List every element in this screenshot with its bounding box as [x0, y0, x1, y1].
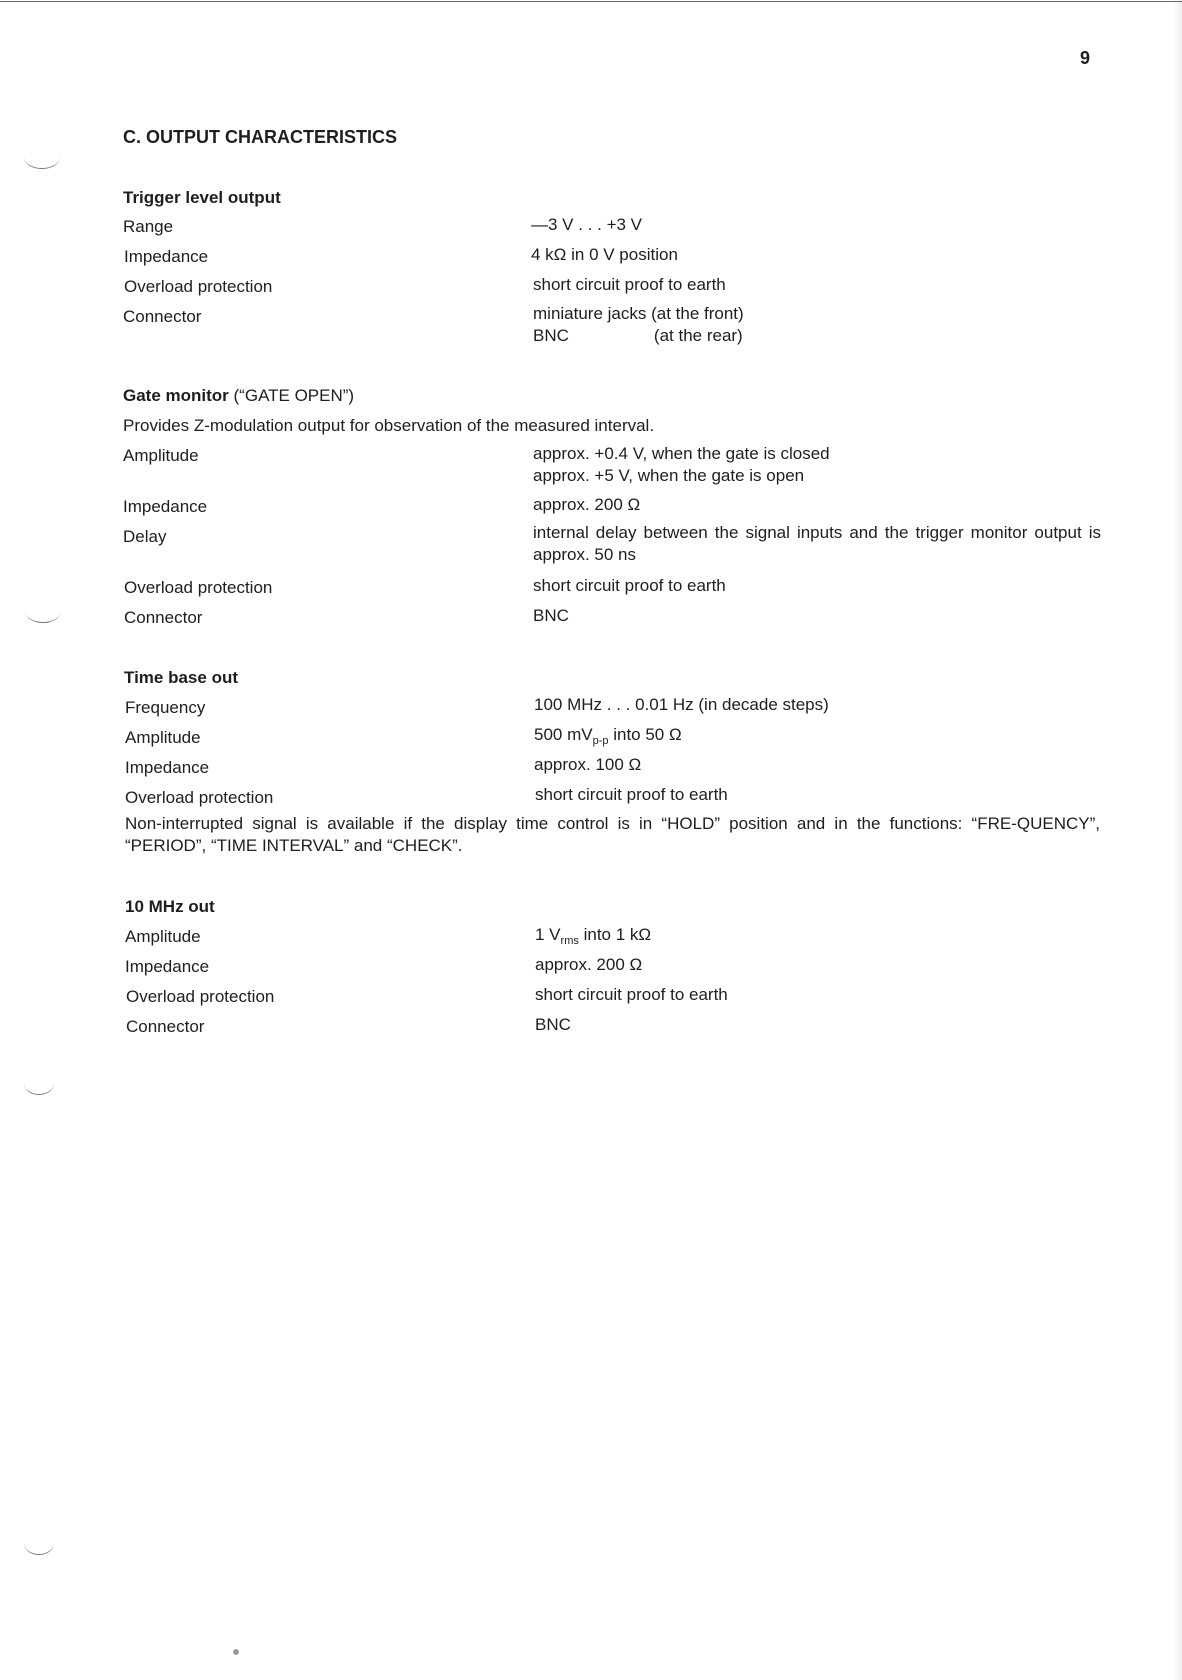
spec-value: miniature jacks (at the front) BNC (at the rear) [533, 304, 744, 345]
spec-label: Impedance [123, 497, 208, 516]
spec-label: Range [123, 217, 174, 236]
spec-label: Amplitude [123, 446, 199, 465]
spec-value: approx. 200 Ω [533, 495, 641, 514]
spec-label: Connector [124, 608, 203, 627]
spec-label: Impedance [125, 957, 210, 976]
page-number: 9 [1080, 48, 1091, 68]
scan-mark [26, 602, 60, 623]
top-scan-rule [0, 1, 1182, 2]
spec-label: Impedance [124, 247, 209, 266]
spec-value: short circuit proof to earth [533, 576, 726, 595]
spec-label: Frequency [125, 698, 206, 717]
spec-value: 4 kΩ in 0 V position [531, 245, 678, 264]
spec-label: Amplitude [125, 728, 201, 747]
spec-label: Overload protection [124, 578, 273, 597]
spec-label: Delay [123, 527, 167, 546]
gate-description: Provides Z-modulation output for observation of the measured interval. [123, 416, 655, 435]
right-scan-edge [1173, 0, 1182, 1680]
spec-value: approx. 200 Ω [535, 955, 643, 974]
spec-value: 1 $V_{rms}$ into 1 kΩ [535, 925, 652, 947]
spec-label: Overload protection [124, 277, 273, 296]
spec-label: Connector [123, 307, 202, 326]
spec-value: BNC [533, 606, 569, 625]
scan-mark [24, 146, 60, 169]
spec-value: short circuit proof to earth [535, 785, 728, 804]
spec-value: approx. 100 Ω [534, 755, 642, 774]
time-base-title: Time base out [124, 668, 238, 687]
spec-value: short circuit proof to earth [533, 275, 726, 294]
spec-label: Overload protection [125, 788, 274, 807]
spec-value: short circuit proof to earth [535, 985, 728, 1004]
ten-mhz-title: 10 MHz out [125, 897, 215, 916]
section-heading: C. OUTPUT CHARACTERISTICS [123, 127, 397, 147]
spec-value: BNC [535, 1015, 571, 1034]
time-base-note: Non-interrupted signal is available if the display time control is in “HOLD” position and in the functions: “FRE-QUENCY”, “PERIOD”, “TIME INTERVAL” and “CHECK”. [125, 814, 1100, 855]
spec-value: —3 V . . . +3 V [531, 215, 643, 234]
spec-label: Overload protection [126, 987, 275, 1006]
spec-label: Impedance [125, 758, 210, 777]
spec-value: approx. +0.4 V, when the gate is closed approx. +5 V, when the gate is open [533, 444, 830, 485]
scan-mark [24, 1532, 54, 1555]
gate-monitor-title: Gate monitor (“GATE OPEN”) [123, 386, 355, 405]
spec-label: Amplitude [125, 927, 201, 946]
trigger-level-title: Trigger level output [123, 188, 281, 207]
scan-mark [24, 1072, 54, 1095]
spec-value: 100 MHz . . . 0.01 Hz (in decade steps) [534, 695, 829, 714]
spec-value: 500 $mV_{p-p}$ into 50 Ω [534, 725, 682, 747]
spec-value: internal delay between the signal inputs and the trigger monitor output is approx. 50 ns [533, 523, 1101, 564]
spec-label: Connector [126, 1017, 205, 1036]
scan-dot [233, 1649, 239, 1655]
